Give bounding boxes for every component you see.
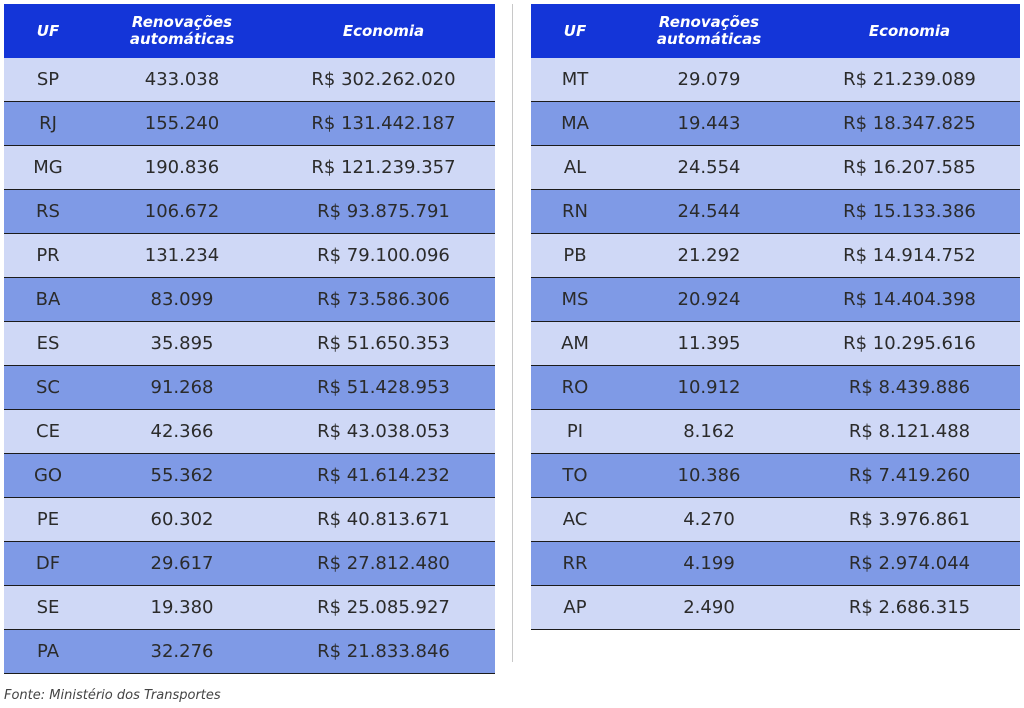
cell-uf: CE bbox=[4, 410, 92, 454]
cell-economia: R$ 10.295.616 bbox=[799, 322, 1020, 366]
table-row bbox=[531, 366, 1020, 410]
cell-renovacoes: 4.199 bbox=[619, 542, 799, 586]
data-table-right bbox=[531, 4, 1020, 630]
table-row bbox=[531, 58, 1020, 102]
cell-uf: MT bbox=[531, 58, 619, 102]
cell-renovacoes: 11.395 bbox=[619, 322, 799, 366]
cell-renovacoes: 433.038 bbox=[92, 58, 272, 102]
cell-uf: AC bbox=[531, 498, 619, 542]
table-row bbox=[4, 102, 495, 146]
cell-renovacoes: 32.276 bbox=[92, 630, 272, 674]
cell-economia: R$ 41.614.232 bbox=[272, 454, 495, 498]
cell-uf: RS bbox=[4, 190, 92, 234]
cell-economia: R$ 2.974.044 bbox=[799, 542, 1020, 586]
cell-economia: R$ 14.914.752 bbox=[799, 234, 1020, 278]
table-header-row bbox=[4, 4, 495, 58]
cell-uf: TO bbox=[531, 454, 619, 498]
cell-uf: ES bbox=[4, 322, 92, 366]
table-row bbox=[531, 454, 1020, 498]
cell-economia: R$ 40.813.671 bbox=[272, 498, 495, 542]
cell-uf: AP bbox=[531, 586, 619, 630]
cell-renovacoes: 190.836 bbox=[92, 146, 272, 190]
table-row bbox=[4, 146, 495, 190]
cell-uf: PE bbox=[4, 498, 92, 542]
cell-renovacoes: 91.268 bbox=[92, 366, 272, 410]
cell-economia: R$ 21.833.846 bbox=[272, 630, 495, 674]
cell-renovacoes: 131.234 bbox=[92, 234, 272, 278]
cell-renovacoes: 21.292 bbox=[619, 234, 799, 278]
cell-economia: R$ 8.439.886 bbox=[799, 366, 1020, 410]
cell-uf: RR bbox=[531, 542, 619, 586]
table-row bbox=[531, 190, 1020, 234]
table-row bbox=[4, 278, 495, 322]
cell-renovacoes: 83.099 bbox=[92, 278, 272, 322]
cell-uf: AM bbox=[531, 322, 619, 366]
table-row bbox=[4, 366, 495, 410]
column-header-uf: UF bbox=[531, 4, 619, 58]
table-row bbox=[531, 278, 1020, 322]
cell-economia: R$ 18.347.825 bbox=[799, 102, 1020, 146]
cell-renovacoes: 10.912 bbox=[619, 366, 799, 410]
table-row bbox=[531, 586, 1020, 630]
column-header-uf: UF bbox=[4, 4, 92, 58]
cell-renovacoes: 42.366 bbox=[92, 410, 272, 454]
cell-uf: RN bbox=[531, 190, 619, 234]
table-row bbox=[531, 322, 1020, 366]
cell-economia: R$ 73.586.306 bbox=[272, 278, 495, 322]
table-row bbox=[4, 586, 495, 630]
cell-renovacoes: 8.162 bbox=[619, 410, 799, 454]
cell-renovacoes: 155.240 bbox=[92, 102, 272, 146]
source-caption: Fonte: Ministério dos Transportes bbox=[4, 688, 221, 703]
cell-economia: R$ 79.100.096 bbox=[272, 234, 495, 278]
cell-uf: MA bbox=[531, 102, 619, 146]
table-row bbox=[531, 234, 1020, 278]
cell-economia: R$ 43.038.053 bbox=[272, 410, 495, 454]
cell-economia: R$ 25.085.927 bbox=[272, 586, 495, 630]
cell-economia: R$ 15.133.386 bbox=[799, 190, 1020, 234]
cell-uf: RJ bbox=[4, 102, 92, 146]
cell-economia: R$ 21.239.089 bbox=[799, 58, 1020, 102]
cell-renovacoes: 4.270 bbox=[619, 498, 799, 542]
cell-uf: MG bbox=[4, 146, 92, 190]
cell-renovacoes: 10.386 bbox=[619, 454, 799, 498]
data-table-left bbox=[4, 4, 495, 674]
cell-uf: SP bbox=[4, 58, 92, 102]
cell-renovacoes: 29.079 bbox=[619, 58, 799, 102]
cell-economia: R$ 51.650.353 bbox=[272, 322, 495, 366]
cell-renovacoes: 29.617 bbox=[92, 542, 272, 586]
table-row bbox=[4, 322, 495, 366]
table-row bbox=[4, 410, 495, 454]
table-row bbox=[4, 234, 495, 278]
cell-renovacoes: 35.895 bbox=[92, 322, 272, 366]
cell-economia: R$ 93.875.791 bbox=[272, 190, 495, 234]
column-header-renovacoes: Renovações automáticas bbox=[92, 4, 272, 58]
table-row bbox=[4, 630, 495, 674]
table-row bbox=[531, 410, 1020, 454]
cell-economia: R$ 302.262.020 bbox=[272, 58, 495, 102]
table-row bbox=[531, 498, 1020, 542]
cell-renovacoes: 24.544 bbox=[619, 190, 799, 234]
table-row bbox=[531, 146, 1020, 190]
cell-renovacoes: 19.380 bbox=[92, 586, 272, 630]
cell-economia: R$ 131.442.187 bbox=[272, 102, 495, 146]
cell-renovacoes: 55.362 bbox=[92, 454, 272, 498]
cell-uf: RO bbox=[531, 366, 619, 410]
cell-economia: R$ 121.239.357 bbox=[272, 146, 495, 190]
cell-uf: PI bbox=[531, 410, 619, 454]
column-header-renovacoes: Renovações automáticas bbox=[619, 4, 799, 58]
cell-renovacoes: 60.302 bbox=[92, 498, 272, 542]
table-row bbox=[531, 542, 1020, 586]
cell-economia: R$ 8.121.488 bbox=[799, 410, 1020, 454]
table-row bbox=[4, 542, 495, 586]
cell-uf: SC bbox=[4, 366, 92, 410]
cell-renovacoes: 106.672 bbox=[92, 190, 272, 234]
cell-renovacoes: 2.490 bbox=[619, 586, 799, 630]
cell-renovacoes: 19.443 bbox=[619, 102, 799, 146]
cell-renovacoes: 20.924 bbox=[619, 278, 799, 322]
table-row bbox=[4, 454, 495, 498]
table-row bbox=[4, 58, 495, 102]
cell-economia: R$ 7.419.260 bbox=[799, 454, 1020, 498]
column-header-economia: Economia bbox=[799, 4, 1020, 58]
cell-uf: MS bbox=[531, 278, 619, 322]
cell-uf: SE bbox=[4, 586, 92, 630]
cell-uf: PR bbox=[4, 234, 92, 278]
cell-uf: AL bbox=[531, 146, 619, 190]
cell-renovacoes: 24.554 bbox=[619, 146, 799, 190]
cell-economia: R$ 27.812.480 bbox=[272, 542, 495, 586]
table-divider bbox=[512, 4, 513, 662]
cell-uf: PB bbox=[531, 234, 619, 278]
cell-economia: R$ 2.686.315 bbox=[799, 586, 1020, 630]
cell-uf: DF bbox=[4, 542, 92, 586]
cell-uf: BA bbox=[4, 278, 92, 322]
table-row bbox=[4, 498, 495, 542]
table-header-row bbox=[531, 4, 1020, 58]
cell-uf: PA bbox=[4, 630, 92, 674]
cell-economia: R$ 14.404.398 bbox=[799, 278, 1020, 322]
cell-economia: R$ 51.428.953 bbox=[272, 366, 495, 410]
cell-economia: R$ 16.207.585 bbox=[799, 146, 1020, 190]
cell-uf: GO bbox=[4, 454, 92, 498]
column-header-economia: Economia bbox=[272, 4, 495, 58]
cell-economia: R$ 3.976.861 bbox=[799, 498, 1020, 542]
table-row bbox=[531, 102, 1020, 146]
table-row bbox=[4, 190, 495, 234]
